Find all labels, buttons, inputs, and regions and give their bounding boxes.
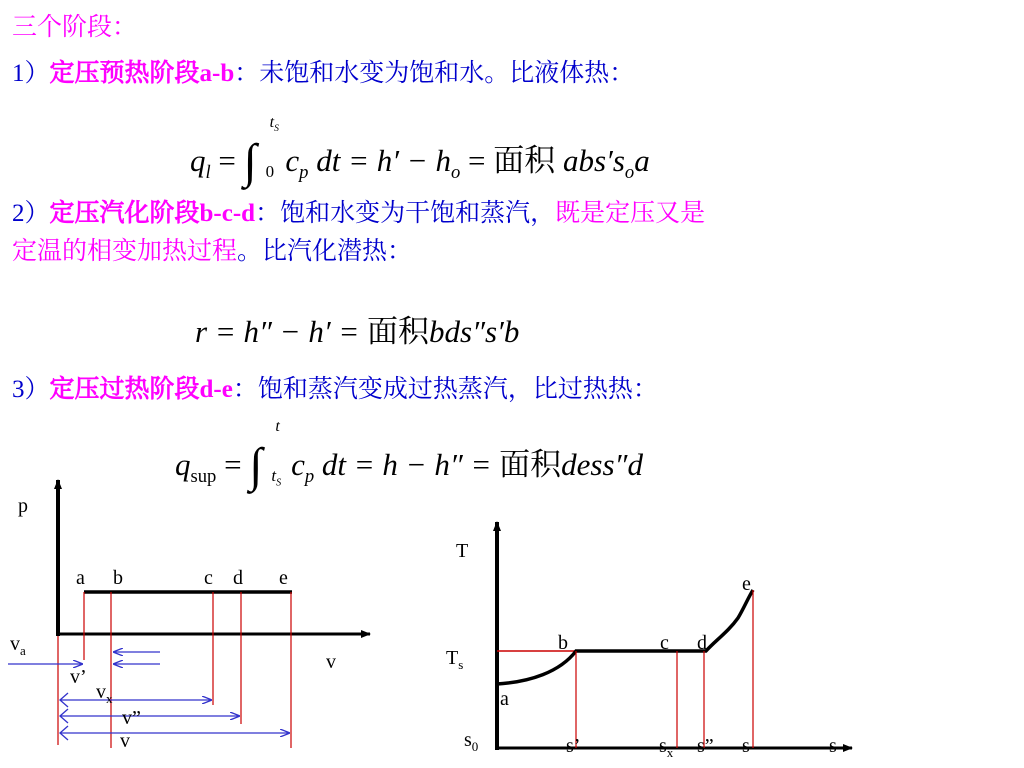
eq3-area-text: dess″d (561, 447, 643, 482)
eq1-upper-limit: t (269, 114, 275, 131)
stage1-title: 定压预热阶段 (49, 60, 200, 87)
stage2-line2-pink: 定温的相变加热过程 (12, 238, 238, 265)
eq1-lower-limit: 0 (265, 162, 275, 181)
stage1-description: 未饱和水变为饱和水。比液体热： (259, 60, 635, 87)
ts-label-T: T (456, 540, 469, 562)
stage1-code: a-b (199, 60, 235, 87)
eq3-lower-limit: t (271, 466, 277, 485)
ts-point-e: e (742, 573, 751, 595)
ts-label-sx: $s_x$ (659, 735, 674, 760)
eq3-rest: dt = h − h″ = (321, 447, 500, 482)
stage3-title: 定压过热阶段 (49, 376, 200, 403)
eq3-upper-limit: t (275, 418, 280, 435)
eq1-lhs: q (190, 143, 206, 178)
stage3-number: 3） (12, 376, 50, 403)
eq1-integrand: c (285, 143, 300, 178)
eq3-lhs: q (175, 447, 191, 482)
eq1-area-text: abs′s (562, 143, 625, 178)
ts-label-s1: s’ (566, 735, 581, 757)
ts-label-s: s (829, 735, 837, 757)
eq1-integral: ∫ $t_S$ 0 (243, 114, 279, 188)
eq3-integral: ∫ t $t_S$ (249, 418, 282, 492)
eq1-rest: dt = h′ − h (316, 143, 451, 178)
pv-label-p: p (18, 495, 28, 517)
ts-process-curve (497, 590, 753, 684)
pv-point-e: e (279, 567, 288, 589)
eq1-upper-sub: S (274, 123, 279, 135)
pv-label-v: v (326, 651, 336, 673)
pv-label-vx: $v_x$ (96, 681, 113, 706)
ts-point-c: c (660, 632, 669, 654)
eq1-rest-sub: o (450, 162, 461, 184)
eq1-area-tail: a (634, 143, 650, 178)
stage1-number: 1） (12, 60, 50, 87)
eq2-area-text: bds″s′b (429, 314, 520, 349)
pv-point-d: d (233, 567, 243, 589)
pv-point-b: b (113, 567, 123, 589)
heading-text: 三个阶段： (12, 14, 138, 41)
pv-point-a: a (76, 567, 85, 589)
eq3-equals: = (224, 447, 250, 482)
eq1-area-sub: o (624, 162, 635, 184)
stage2-colon: ： (255, 200, 281, 227)
stage1-colon: ： (234, 60, 260, 87)
pv-label-v1: v’ (70, 666, 87, 688)
stage3-description: 饱和蒸汽变成过热蒸汽，比过热热： (257, 376, 658, 403)
ts-label-s-e: s (742, 735, 750, 757)
eq3-lower-sub: S (276, 477, 282, 489)
pv-label-v2: v” (122, 707, 141, 729)
eq1-equals-2: = (460, 143, 494, 178)
eq3-integrand: c (291, 447, 305, 482)
pv-label-va: $v_a$ (10, 633, 26, 658)
ts-label-Ts: $T_s$ (446, 647, 464, 672)
ts-point-d: d (697, 632, 707, 654)
stage2-number: 2） (12, 200, 50, 227)
pv-point-c: c (204, 567, 213, 589)
eq3-lhs-sub: sup (190, 466, 217, 488)
stage2-line2-blue: 。比汽化潜热： (237, 238, 413, 265)
stage2-title: 定压汽化阶段 (49, 200, 200, 227)
pv-diagram (8, 480, 370, 752)
ts-point-a: a (500, 688, 509, 710)
eq1-lhs-sub: l (205, 162, 211, 184)
eq3-integrand-sub: p (304, 466, 315, 488)
pv-label-v: v (120, 730, 130, 752)
stage3-colon: ： (232, 376, 258, 403)
stage2-description-pink: 既是定压又是 (555, 200, 706, 227)
stage3-code: d-e (199, 376, 233, 403)
eq1-area-label: 面积 (493, 143, 556, 178)
ts-point-b: b (558, 632, 568, 654)
ts-diagram (446, 522, 852, 760)
eq1-integrand-sub: p (299, 162, 309, 184)
eq3-area-label: 面积 (499, 447, 562, 482)
ts-label-s2: s” (697, 735, 714, 757)
stage2-code: b-c-d (199, 200, 256, 227)
ts-label-s0: $s_0$ (464, 729, 479, 754)
stage2-description: 饱和水变为干饱和蒸汽， (280, 200, 556, 227)
eq2-area-label: 面积 (367, 314, 430, 349)
eq1-equals: = (218, 143, 244, 178)
eq2-lhs: r = h″ − h′ = (195, 314, 368, 349)
